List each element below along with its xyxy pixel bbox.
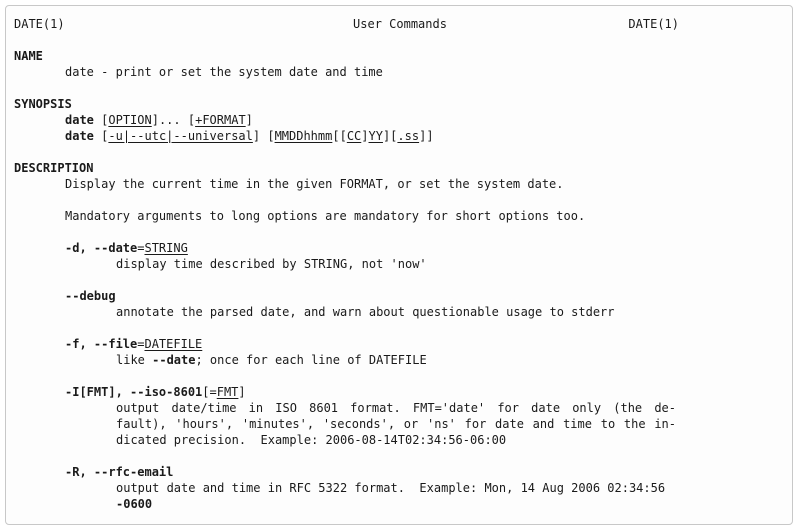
bracket: ]: [245, 113, 253, 127]
option-date-flag: [65, 240, 188, 256]
flag-name: -f, --file: [65, 337, 138, 351]
synopsis-line-2: [65, 128, 434, 144]
option-iso-description-line-3: dicated precision. Example: 2006-08-14T02:34:56-06:00: [116, 433, 507, 447]
bracket: [: [101, 113, 109, 127]
header-title: User Commands: [353, 17, 447, 31]
option-file-description: [116, 352, 427, 368]
option-iso-description-line-2: fault), 'hours', 'minutes', 'seconds', or 'ns' for date and time to the in-: [116, 417, 676, 431]
synopsis-line-1: [65, 112, 253, 128]
date-flag-ref: --date: [152, 353, 196, 367]
section-heading-synopsis: SYNOPSIS: [14, 97, 72, 111]
flag-argument: FMT: [216, 385, 239, 399]
bracket: ]: [238, 385, 246, 399]
command-name: date: [65, 113, 94, 127]
option-iso-description-line-1: output date/time in ISO 8601 format. FMT='date' for date only (the de-: [116, 401, 676, 415]
description-paragraph-2: Mandatory arguments to long options are mandatory for short options too.: [65, 209, 586, 223]
flag-argument: STRING: [144, 241, 188, 255]
bracket: ]]: [419, 129, 434, 143]
option-date-description: display time described by STRING, not 'now': [116, 257, 427, 271]
equals-sign: =: [137, 241, 145, 255]
bracket: [: [187, 113, 196, 127]
header-left: DATE(1): [14, 17, 65, 31]
option-rfc-flag: -R, --rfc-email: [65, 465, 174, 479]
flag-name: -I[FMT], --iso-8601: [65, 385, 203, 399]
yy-placeholder: YY: [368, 129, 383, 143]
bracket: [=: [202, 385, 217, 399]
option-debug-description: annotate the parsed date, and warn about questionable usage to stderr: [116, 305, 615, 319]
option-rfc-description-line-2: -0600: [116, 497, 153, 511]
bracket: ]...: [151, 113, 188, 127]
bracket: [: [101, 129, 109, 143]
format-placeholder: +FORMAT: [195, 113, 246, 127]
bracket: [: [267, 129, 275, 143]
section-heading-description: DESCRIPTION: [14, 161, 94, 175]
man-page-viewer: [5, 5, 793, 525]
bracket: [[: [332, 129, 347, 143]
mmdd-placeholder: MMDDhhmm: [274, 129, 333, 143]
section-heading-name: NAME: [14, 49, 43, 63]
option-iso-flag: [65, 384, 246, 400]
option-placeholder: OPTION: [108, 113, 152, 127]
flag-name: -d, --date: [65, 241, 138, 255]
bracket: ]: [361, 129, 369, 143]
command-name: date: [65, 129, 94, 143]
desc-text: ; once for each line of DATEFILE: [195, 353, 427, 367]
bracket: ][: [382, 129, 398, 143]
desc-text: like: [116, 353, 153, 367]
cc-placeholder: CC: [346, 129, 362, 143]
ss-placeholder: .ss: [397, 129, 420, 143]
utc-placeholder: -u|--utc|--universal: [108, 129, 253, 143]
bracket: ]: [252, 129, 268, 143]
option-debug-flag: --debug: [65, 289, 116, 303]
flag-argument: DATEFILE: [144, 337, 203, 351]
name-text: date - print or set the system date and time: [65, 65, 383, 79]
header-right: DATE(1): [628, 17, 679, 31]
equals-sign: =: [137, 337, 145, 351]
option-rfc-description-line-1: output date and time in RFC 5322 format. Example: Mon, 14 Aug 2006 02:34:56: [116, 481, 666, 495]
option-file-flag: [65, 336, 202, 352]
description-paragraph-1: Display the current time in the given FORMAT, or set the system date.: [65, 177, 564, 191]
